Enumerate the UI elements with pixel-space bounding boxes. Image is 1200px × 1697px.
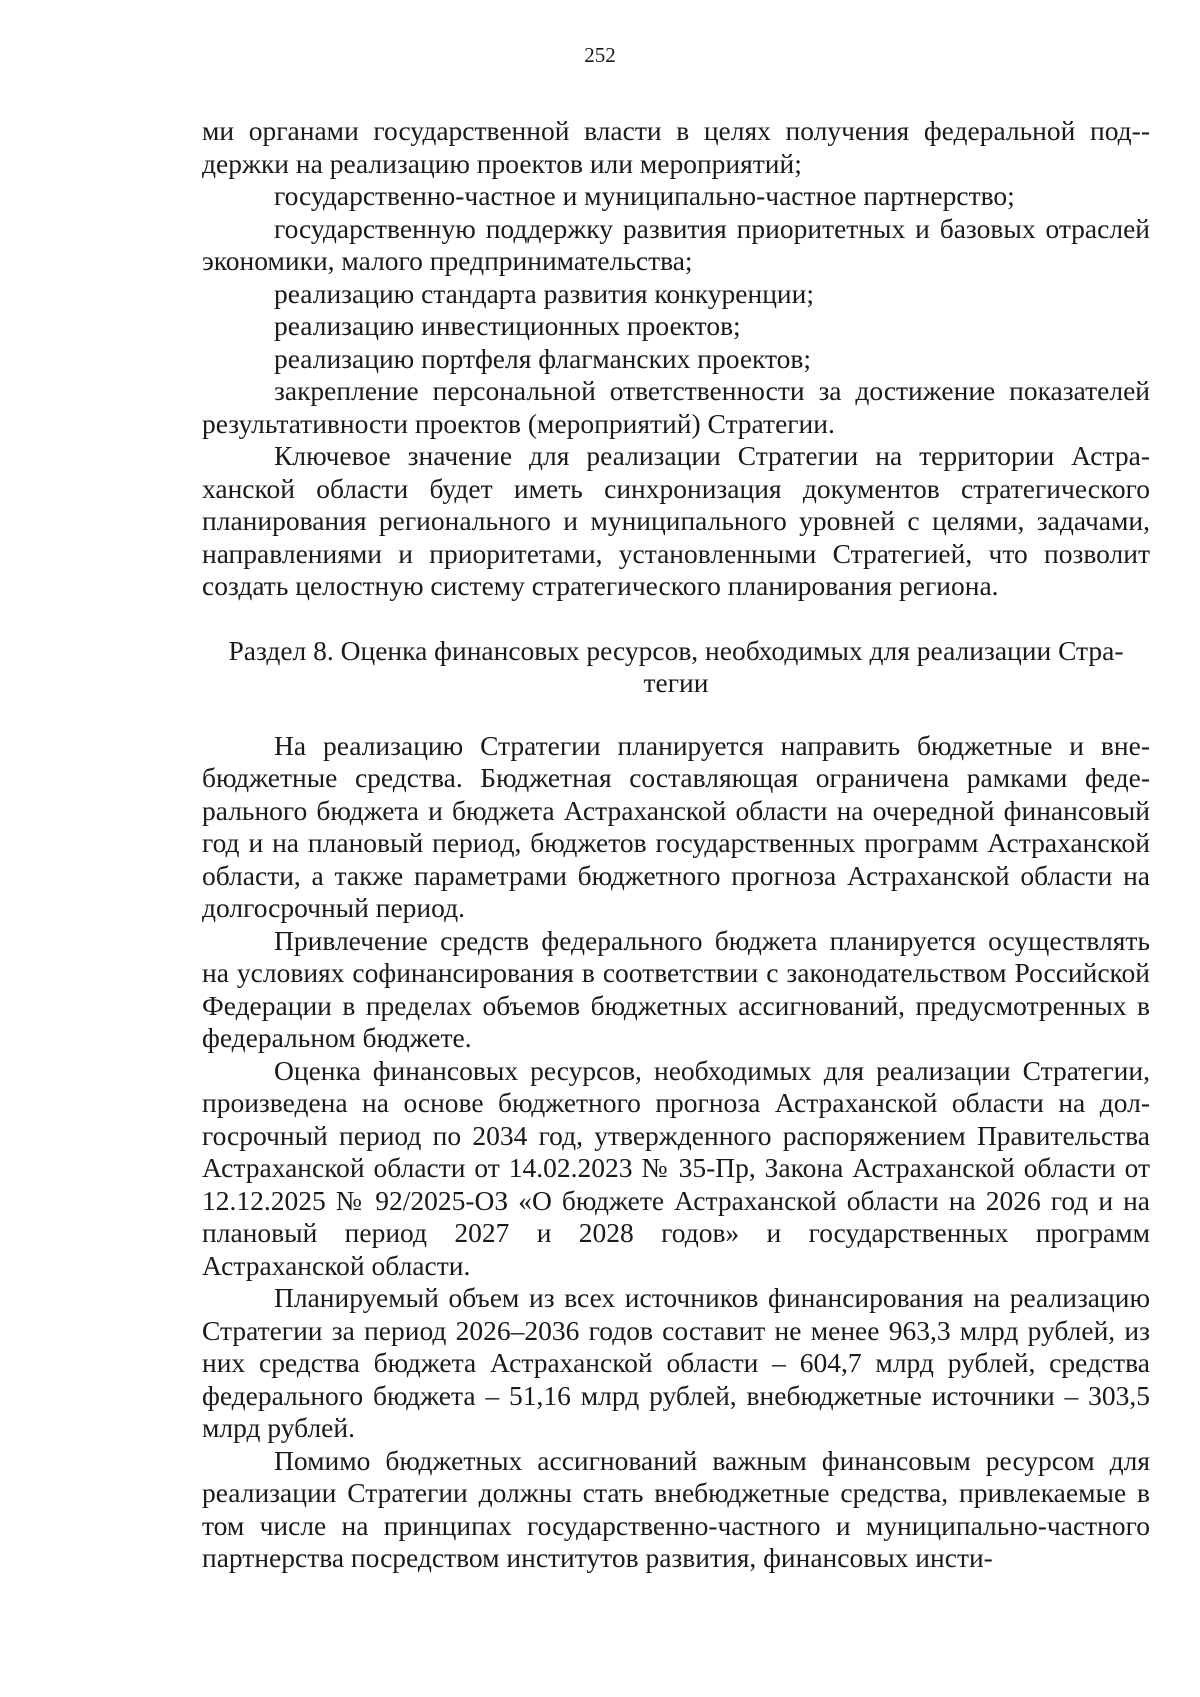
list-item-flagship-portfolio: реализацию портфеля флагманских проектов; bbox=[274, 342, 812, 374]
page-number: 252 bbox=[584, 43, 616, 67]
paragraph-synchronization: Ключевое значение для реализации Стратегии на территории Астраханской области будет иметь синхронизация документов стратегического планирования регионального и муниципального уровней с целями, задачами, направлениями и приоритетами, установленными Стратегией, что позволит создать целостную систему стратегического планирования региона. bbox=[202, 440, 1150, 601]
section-heading-line-2: тегии bbox=[643, 667, 709, 698]
list-item-competition-standard: реализацию стандарта развития конкуренции; bbox=[274, 277, 814, 309]
list-item-investment-projects: реализацию инвестиционных проектов; bbox=[274, 310, 741, 341]
paragraph-resource-assessment: Оценка финансовых ресурсов, необходимых для реализации Стратегии, произведена на основе бюджетного прогноза Астраханской области на долгосрочный период по 2034 год, утвержденного распоряжением Правительства Астраханской области от 14.02.2023 № 35-Пр, Закона Астраханской области от 12.12.2025 № 92/2025-ОЗ «О бюджете Астраханской области на 2026 год и на плановый период 2027 и 2028 годов» и государственных программ Астраханской области. bbox=[202, 1054, 1150, 1281]
paragraph-planned-volume: Планируемый объем из всех источников финансирования на реализацию Стратегии за период 2026–2036 годов составит не менее 963,3 млрд рублей, из них средства бюджета Астраханской области – 604,7 млрд рублей, средства федерального бюджета – 51,16 млрд рублей, внебюджетные источники – 303,5 млрд рублей. bbox=[202, 1282, 1150, 1443]
paragraph-continuation: ми органами государственной власти в целях получения федеральной под-держки на реализацию проектов или мероприятий; bbox=[202, 115, 1150, 179]
paragraph-budget-sources: На реализацию Стратегии планируется направить бюджетные и внебюджетные средства. Бюджетная составляющая ограничена рамками федерального бюджета и бюджета Астраханской области на очередной финансовый год и на плановый период, бюджетов государственных программ Астраханской области, а также параметрами бюджетного прогноза Астраханской области на долгосрочный период. bbox=[202, 729, 1150, 923]
list-item-partnership: государственно-частное и муниципально-частное партнерство; bbox=[274, 180, 1015, 211]
list-item-responsibility: закрепление персональной ответственности за достижение показателей результативности проектов (мероприятий) Стратегии. bbox=[202, 375, 1150, 439]
paragraph-extrabudgetary: Помимо бюджетных ассигнований важным финансовым ресурсом для реализации Стратегии должны стать внебюджетные средства, привлекаемые в том числе на принципах государственно-частного и муниципально-частного партнерства посредством институтов развития, финансовых инсти- bbox=[202, 1444, 1150, 1573]
list-item-state-support: государственную поддержку развития приоритетных и базовых отраслей экономики, малого предпринимательства; bbox=[202, 212, 1150, 276]
document-body bbox=[202, 115, 1150, 1575]
paragraph-federal-funds: Привлечение средств федерального бюджета планируется осуществлять на условиях софинансирования в соответствии с законодательством Российской Федерации в пределах объемов бюджетных ассигнований, предусмотренных в федеральном бюджете. bbox=[202, 924, 1150, 1053]
section-heading bbox=[202, 635, 1150, 700]
section-heading-line-1: Раздел 8. Оценка финансовых ресурсов, необходимых для реализации Стра- bbox=[228, 634, 1124, 666]
